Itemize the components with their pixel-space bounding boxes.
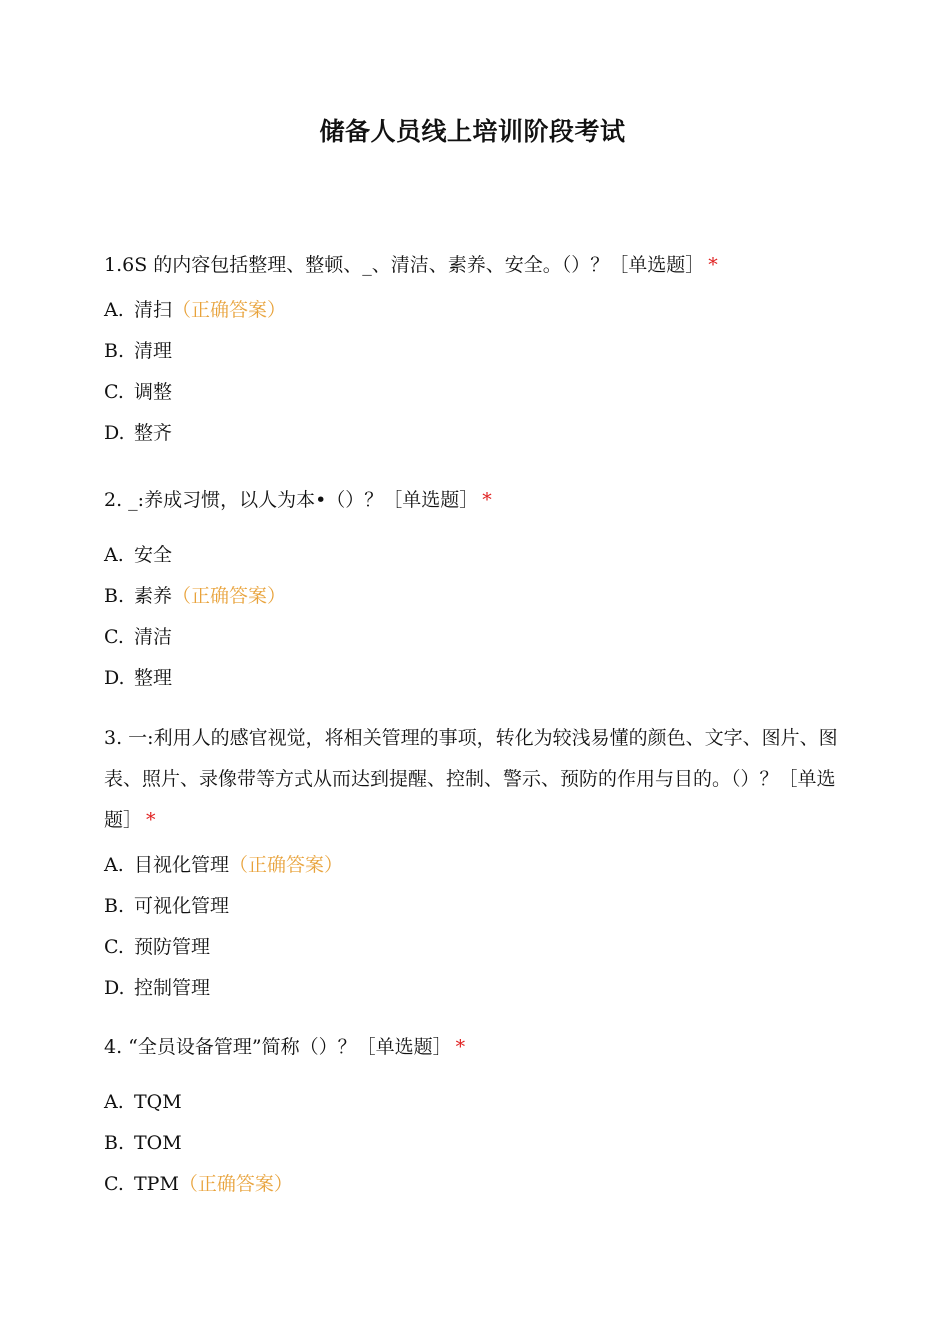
option-label: TQM: [134, 1091, 182, 1113]
option-label: 安全: [134, 544, 173, 566]
question-3: [104, 718, 840, 1009]
option-letter: A.: [104, 854, 124, 876]
option-label: 控制管理: [134, 977, 211, 999]
option-c[interactable]: [104, 617, 840, 658]
option-letter: A.: [104, 299, 124, 321]
option-letter: B.: [104, 340, 125, 362]
option-b[interactable]: [104, 886, 840, 927]
option-list: [104, 1082, 840, 1205]
question-text: [104, 1027, 840, 1068]
option-a[interactable]: [104, 535, 840, 576]
option-c[interactable]: [104, 372, 840, 413]
correct-answer-tag: （正确答案）: [178, 1173, 293, 1195]
required-mark: *: [708, 254, 718, 276]
question-text: [104, 718, 840, 841]
option-label: 素养: [134, 585, 173, 607]
option-letter: A.: [104, 544, 124, 566]
option-a[interactable]: [104, 1082, 840, 1123]
option-letter: A.: [104, 1091, 124, 1113]
option-label: 可视化管理: [134, 895, 230, 917]
option-d[interactable]: [104, 413, 840, 454]
option-letter: C.: [104, 381, 124, 403]
question-1-text: 1.6S 的内容包括整理、整顿、_、清洁、素养、安全。（）？［单选题］: [104, 254, 705, 276]
option-b[interactable]: [104, 576, 840, 617]
question-3-text: 3. 一:利用人的感官视觉，将相关管理的事项，转化为较浅易懂的颜色、文字、图片、图表、照片、录像带等方式从而达到提醒、控制、警示、预防的作用与目的。（）？［单选题］: [104, 727, 838, 831]
question-2-text: 2. _:养成习惯，以人为本•（）？［单选题］: [104, 489, 479, 511]
option-label: TPM: [134, 1173, 179, 1195]
option-d[interactable]: [104, 968, 840, 1009]
option-letter: B.: [104, 585, 125, 607]
option-a[interactable]: [104, 845, 840, 886]
option-label: 清洁: [134, 626, 173, 648]
option-list: [104, 290, 840, 454]
question-4: [104, 1027, 840, 1205]
option-letter: D.: [104, 977, 125, 999]
required-mark: *: [146, 809, 156, 831]
option-letter: D.: [104, 667, 125, 689]
option-label: 清扫: [134, 299, 173, 321]
option-letter: B.: [104, 895, 125, 917]
option-b[interactable]: [104, 331, 840, 372]
option-letter: B.: [104, 1132, 125, 1154]
question-1: [104, 245, 840, 454]
question-text: [104, 480, 840, 521]
option-label: TOM: [134, 1132, 182, 1154]
option-c[interactable]: [104, 927, 840, 968]
required-mark: *: [455, 1036, 466, 1058]
option-letter: D.: [104, 422, 125, 444]
option-label: 清理: [134, 340, 173, 362]
question-text: [104, 245, 840, 286]
option-letter: C.: [104, 936, 124, 958]
option-label: 调整: [134, 381, 173, 403]
option-c[interactable]: [104, 1164, 840, 1205]
option-d[interactable]: [104, 658, 840, 699]
option-letter: C.: [104, 626, 124, 648]
page-title: 储备人员线上培训阶段考试: [319, 117, 626, 146]
correct-answer-tag: （正确答案）: [172, 299, 287, 321]
option-label: 整理: [134, 667, 173, 689]
option-list: [104, 845, 840, 1009]
correct-answer-tag: （正确答案）: [229, 854, 344, 876]
option-letter: C.: [104, 1173, 124, 1195]
option-label: 目视化管理: [134, 854, 230, 876]
option-label: 预防管理: [134, 936, 211, 958]
correct-answer-tag: （正确答案）: [172, 585, 287, 607]
option-label: 整齐: [134, 422, 173, 444]
question-4-text: 4. “全员设备管理”简称（）？［单选题］: [104, 1036, 452, 1058]
required-mark: *: [482, 489, 492, 511]
question-2: [104, 480, 840, 699]
option-a[interactable]: [104, 290, 840, 331]
option-b[interactable]: [104, 1123, 840, 1164]
option-list: [104, 535, 840, 699]
